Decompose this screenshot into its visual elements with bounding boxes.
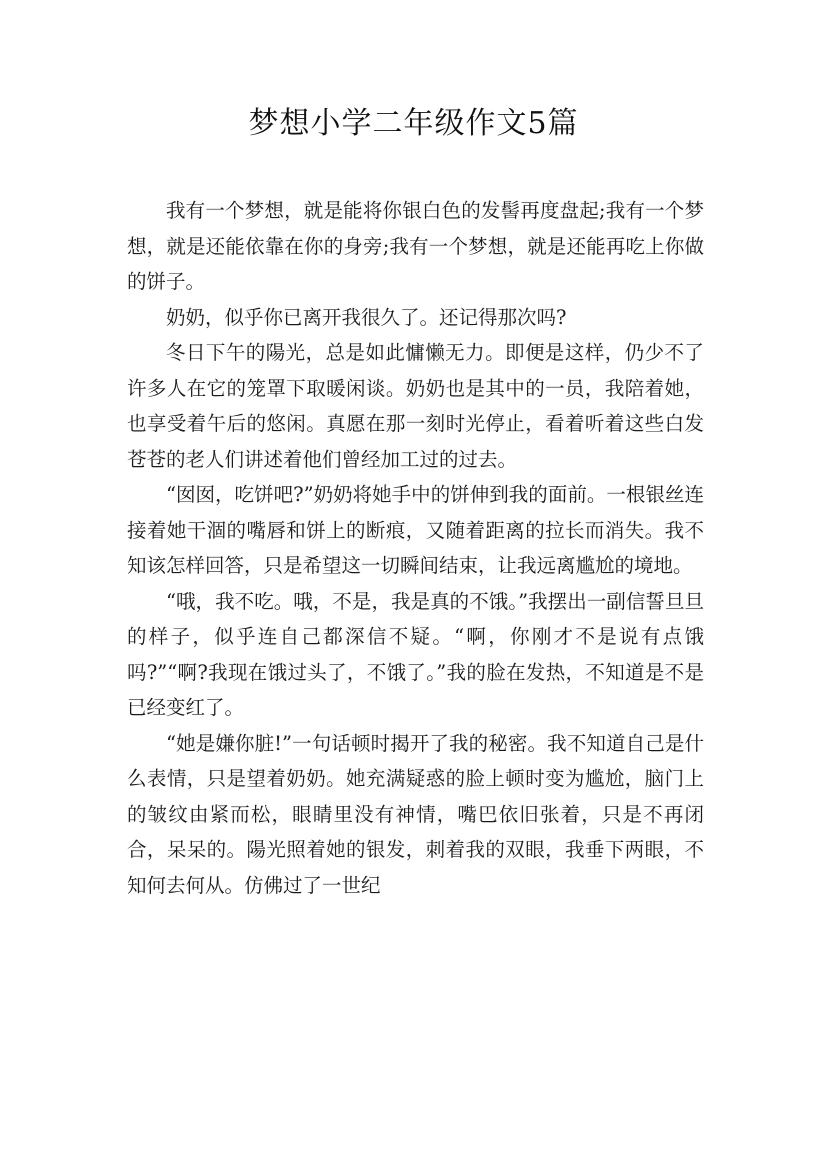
document-body: [127, 193, 704, 903]
paragraph: “她是嫌你脏!”一句话顿时揭开了我的秘密。我不知道自己是什么表情，只是望着奶奶。她充满疑惑的脸上顿时变为尴尬，脑门上的皱纹由紧而松，眼睛里没有神情，嘴巴依旧张着，只是不再闭合，呆呆的。陽光照着她的银发，刺着我的双眼，我垂下两眼，不知何去何从。仿佛过了一世纪: [127, 731, 704, 897]
paragraph: “哦，我不吃。哦，不是，我是真的不饿。”我摆出一副信誓旦旦的样子，似乎连自己都深信不疑。“啊，你刚才不是说有点饿吗?”“啊?我现在饿过头了，不饿了。”我的脸在发热，不知道是不是已经变红了。: [127, 589, 704, 719]
paragraph: 我有一个梦想，就是能将你银白色的发髻再度盘起;我有一个梦想，就是还能依靠在你的身旁;我有一个梦想，就是还能再吃上你做的饼子。: [127, 199, 704, 293]
document-title: 梦想小学二年级作文5篇: [248, 106, 579, 141]
paragraph: 奶奶，似乎你已离开我很久了。还记得那次吗?: [166, 305, 567, 329]
paragraph: “囡囡，吃饼吧?”奶奶将她手中的饼伸到我的面前。一根银丝连接着她干涸的嘴唇和饼上的断痕，又随着距离的拉长而消失。我不知该怎样回答，只是希望这一切瞬间结束，让我远离尴尬的境地。: [127, 483, 704, 577]
paragraph: 冬日下午的陽光，总是如此慵懒无力。即便是这样，仍少不了许多人在它的笼罩下取暖闲谈。奶奶也是其中的一员，我陪着她，也享受着午后的悠闲。真愿在那一刻时光停止，看着听着这些白发苍苍的老人们讲述着他们曾经加工过的过去。: [127, 341, 704, 471]
